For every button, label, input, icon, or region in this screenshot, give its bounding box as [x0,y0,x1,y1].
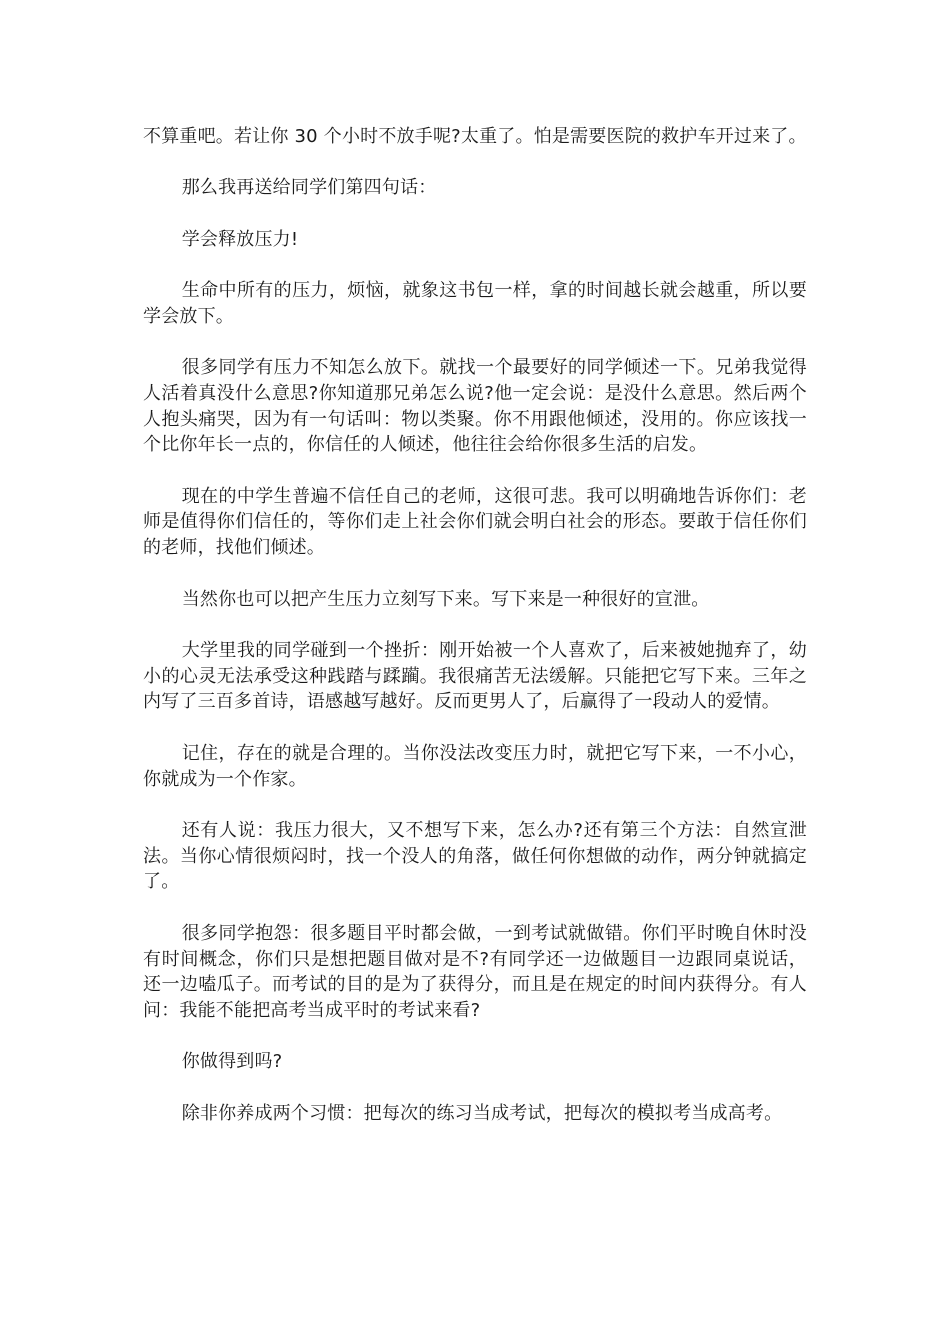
paragraph: 那么我再送给同学们第四句话： [181,177,437,199]
paragraph: 你做得到吗? [181,1051,283,1073]
paragraph: 生命中所有的压力，烦恼，就象这书包一样，拿的时间越长就会越重，所以要学会放下。 [143,279,807,327]
paragraph: 很多同学有压力不知怎么放下。就找一个最要好的同学倾述一下。兄弟我觉得人活着真没什么意思?你知道那兄弟怎么说?他一定会说：是没什么意思。然后两个人抱头痛哭，因为有一句话叫：物以类聚。你不用跟他倾述，没用的。你应该找一个比你年长一点的，你信任的人倾述，他往往会给你很多生活的启发。 [143,356,807,456]
paragraph: 很多同学抱怨：很多题目平时都会做，一到考试就做错。你们平时晚自休时没有时间概念，你们只是想把题目做对是不?有同学还一边做题目一边跟同桌说话，还一边嗑瓜子。而考试的目的是为了获得分，而且是在规定的时间内获得分。有人问：我能不能把高考当成平时的考试来看? [143,922,807,1022]
document-body [143,124,807,1152]
paragraph: 除非你养成两个习惯：把每次的练习当成考试，把每次的模拟考当成高考。 [181,1102,783,1124]
paragraph-continuation: 不算重吧。若让你 30 个小时不放手呢?太重了。怕是需要医院的救护车开过来了。 [143,126,807,147]
paragraph-heading: 学会释放压力! [181,228,299,250]
paragraph: 还有人说：我压力很大，又不想写下来，怎么办?还有第三个方法：自然宣泄法。当你心情很烦闷时，找一个没人的角落，做任何你想做的动作，两分钟就搞定了。 [143,819,807,893]
paragraph: 现在的中学生普遍不信任自己的老师，这很可悲。我可以明确地告诉你们：老师是值得你们信任的，等你们走上社会你们就会明白社会的形态。要敢于信任你们的老师，找他们倾述。 [143,485,807,559]
paragraph: 大学里我的同学碰到一个挫折：刚开始被一个人喜欢了，后来被她抛弃了，幼小的心灵无法承受这种践踏与蹂躏。我很痛苦无法缓解。只能把它写下来。三年之内写了三百多首诗，语感越写越好。反而更男人了，后赢得了一段动人的爱情。 [143,639,807,713]
paragraph: 当然你也可以把产生压力立刻写下来。写下来是一种很好的宣泄。 [181,588,710,610]
paragraph: 记住，存在的就是合理的。当你没法改变压力时，就把它写下来，一不小心，你就成为一个作家。 [143,742,807,790]
